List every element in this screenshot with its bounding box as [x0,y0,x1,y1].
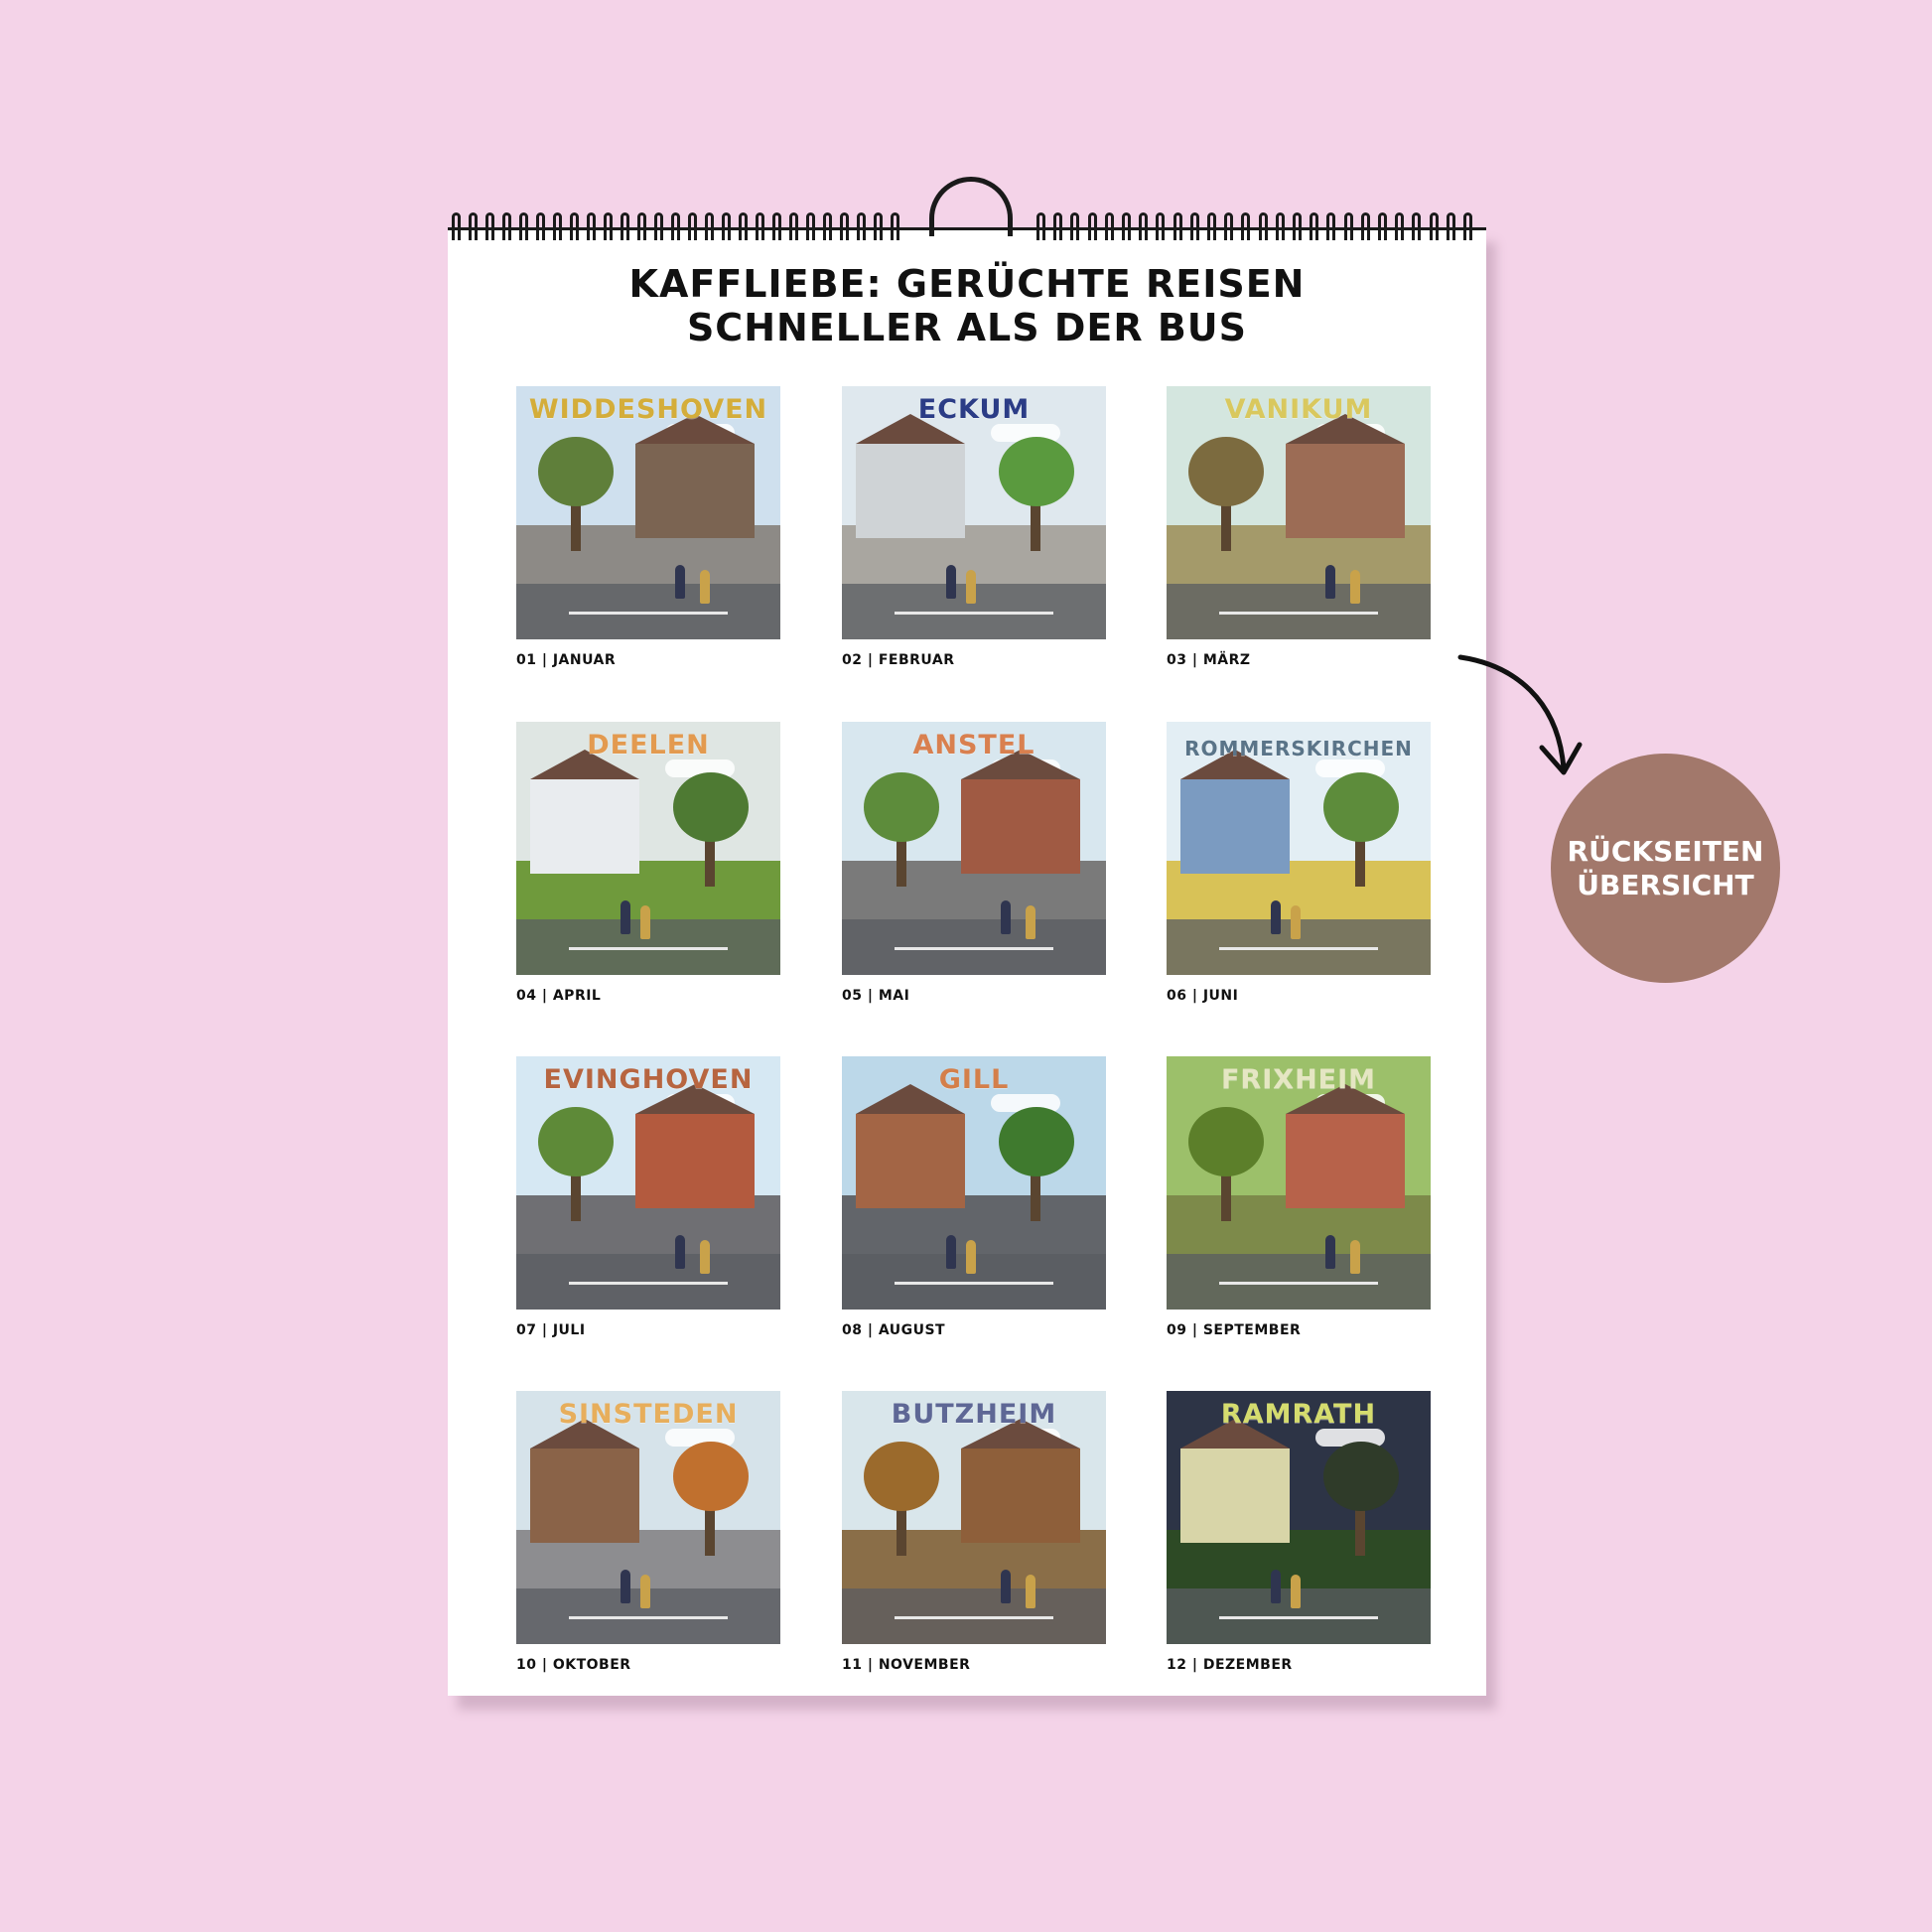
building [635,1114,755,1208]
village-name: WIDDESHOVEN [528,394,768,425]
person-figure [621,900,630,934]
spiral-coil [1310,212,1318,240]
tree-crown [1188,437,1264,506]
spiral-coil [1070,212,1079,240]
spiral-coil [857,212,866,240]
month-label: 11 | NOVEMBER [842,1657,971,1673]
village-illustration [1167,386,1431,639]
spiral-coil [1447,212,1455,240]
road-marking [895,947,1053,950]
spiral-coil [1344,212,1353,240]
month-tile[interactable] [516,722,780,1004]
spiral-coil [1430,212,1439,240]
spiral-coil [621,212,629,240]
spiral-coil [806,212,815,240]
building [1180,1449,1290,1543]
back-pages-overview-badge[interactable] [1551,754,1780,983]
person-figure [1291,1575,1301,1608]
spiral-coil [587,212,596,240]
month-label: 12 | DEZEMBER [1167,1657,1293,1673]
village-illustration [1167,1391,1431,1644]
village-illustration [516,1056,780,1310]
spiral-coil [1105,212,1114,240]
spiral-coil [1463,212,1472,240]
road-marking [1219,612,1378,615]
person-figure [700,570,710,604]
spiral-coil [1395,212,1404,240]
spiral-coil [553,212,562,240]
month-tile[interactable] [1167,1056,1431,1338]
person-figure [621,1570,630,1603]
spiral-coil [756,212,764,240]
person-figure [966,570,976,604]
person-figure [1350,570,1360,604]
road-marking [895,612,1053,615]
spiral-coil [1412,212,1421,240]
spiral-coil [1088,212,1097,240]
spiral-coil [1053,212,1062,240]
spiral-coil [1326,212,1335,240]
month-tile[interactable] [1167,722,1431,1004]
person-figure [1026,1575,1035,1608]
person-figure [966,1240,976,1274]
building [1286,444,1405,538]
village-name: ANSTEL [912,730,1035,760]
month-label: 10 | OKTOBER [516,1657,631,1673]
spiral-coil [823,212,832,240]
person-figure [1325,565,1335,599]
spiral-coil [519,212,528,240]
village-name: GILL [938,1064,1010,1095]
building [961,1449,1080,1543]
tree-crown [1323,772,1399,842]
village-name: BUTZHEIM [891,1399,1057,1430]
badge-line-1: RÜCKSEITEN [1567,834,1764,868]
road-marking [1219,947,1378,950]
tree-crown [999,1107,1074,1176]
spiral-coil [1361,212,1370,240]
village-illustration [842,722,1106,975]
month-label: 01 | JANUAR [516,652,617,668]
village-illustration [516,722,780,975]
person-figure [1271,900,1281,934]
village-name: EVINGHOVEN [543,1064,754,1095]
month-tile[interactable] [1167,1391,1431,1673]
person-figure [1001,900,1011,934]
spiral-coil [671,212,680,240]
person-figure [640,905,650,939]
village-illustration [516,1391,780,1644]
spiral-coil [789,212,798,240]
hanger-loop-icon [929,177,1013,236]
village-illustration [842,1391,1106,1644]
person-figure [1291,905,1301,939]
tree-crown [864,1442,939,1511]
village-name: RAMRATH [1220,1399,1377,1430]
spiral-coil [1122,212,1131,240]
village-illustration [842,386,1106,639]
village-name: FRIXHEIM [1220,1064,1377,1095]
village-illustration [1167,1056,1431,1310]
spiral-coil [1224,212,1233,240]
road-marking [1219,1282,1378,1285]
spiral-coil [1241,212,1250,240]
spiral-coil [570,212,579,240]
curved-arrow-icon [1454,645,1584,784]
person-figure [1271,1570,1281,1603]
spiral-coil [1276,212,1285,240]
tree-crown [673,772,749,842]
spiral-coil [1259,212,1268,240]
spiral-coil [1173,212,1182,240]
spiral-coil [840,212,849,240]
building [856,1114,965,1208]
month-tile[interactable] [842,386,1106,668]
tree-crown [673,1442,749,1511]
village-name: SINSTEDEN [558,1399,739,1430]
spiral-coil [485,212,494,240]
spiral-coil [874,212,883,240]
spiral-coil [1378,212,1387,240]
road-marking [895,1282,1053,1285]
spiral-coil [1293,212,1302,240]
month-label: 02 | FEBRUAR [842,652,955,668]
spiral-coil [722,212,731,240]
tree-crown [999,437,1074,506]
month-label: 08 | AUGUST [842,1322,946,1338]
month-tile[interactable] [1167,386,1431,668]
month-label: 09 | SEPTEMBER [1167,1322,1302,1338]
spiral-coil [469,212,478,240]
building [1180,779,1290,874]
spiral-coil [604,212,613,240]
person-figure [1001,1570,1011,1603]
building [530,1449,639,1543]
badge-line-2: ÜBERSICHT [1577,868,1754,901]
building [856,444,965,538]
person-figure [1026,905,1035,939]
village-name: DEELEN [587,730,710,760]
building [1286,1114,1405,1208]
road-marking [569,1616,728,1619]
road-marking [569,947,728,950]
spiral-coil [654,212,663,240]
person-figure [946,565,956,599]
village-illustration [1167,722,1431,975]
road-marking [1219,1616,1378,1619]
spiral-coil [1207,212,1216,240]
spiral-coil [891,212,899,240]
month-label: 06 | JUNI [1167,988,1239,1004]
person-figure [700,1240,710,1274]
month-label: 07 | JULI [516,1322,586,1338]
title-line-1: KAFFLIEBE: GERÜCHTE REISEN [628,262,1306,306]
month-label: 03 | MÄRZ [1167,652,1251,668]
spiral-coil [637,212,646,240]
tree-crown [538,1107,614,1176]
village-illustration [842,1056,1106,1310]
tree-crown [864,772,939,842]
building [530,779,639,874]
spiral-coil [688,212,697,240]
spiral-coil [536,212,545,240]
road-marking [895,1616,1053,1619]
month-tile[interactable] [842,1056,1106,1338]
spiral-coil [705,212,714,240]
month-tile[interactable] [516,1391,780,1673]
village-name: ROMMERSKIRCHEN [1184,737,1413,760]
spiral-coil [502,212,511,240]
spiral-coil [772,212,781,240]
person-figure [675,1235,685,1269]
month-label: 04 | APRIL [516,988,602,1004]
person-figure [675,565,685,599]
spiral-binding-right [1036,212,1483,244]
building [961,779,1080,874]
road-marking [569,1282,728,1285]
road-marking [569,612,728,615]
village-illustration [516,386,780,639]
spiral-coil [452,212,461,240]
spiral-coil [1156,212,1165,240]
spiral-coil [1036,212,1045,240]
tree-crown [538,437,614,506]
spiral-coil [1190,212,1199,240]
spiral-coil [1139,212,1148,240]
month-label: 05 | MAI [842,988,910,1004]
month-tile[interactable] [842,1391,1106,1673]
building [635,444,755,538]
person-figure [946,1235,956,1269]
person-figure [1325,1235,1335,1269]
month-tile[interactable] [842,722,1106,1004]
spiral-binding-left [452,212,908,244]
village-name: ECKUM [917,394,1031,425]
tree-crown [1188,1107,1264,1176]
person-figure [640,1575,650,1608]
title-line-2: SCHNELLER ALS DER BUS [686,306,1248,349]
calendar-title [448,262,1486,349]
month-tile[interactable] [516,386,780,668]
month-tile[interactable] [516,1056,780,1338]
spiral-coil [739,212,748,240]
tree-crown [1323,1442,1399,1511]
person-figure [1350,1240,1360,1274]
village-name: VANIKUM [1224,394,1373,425]
